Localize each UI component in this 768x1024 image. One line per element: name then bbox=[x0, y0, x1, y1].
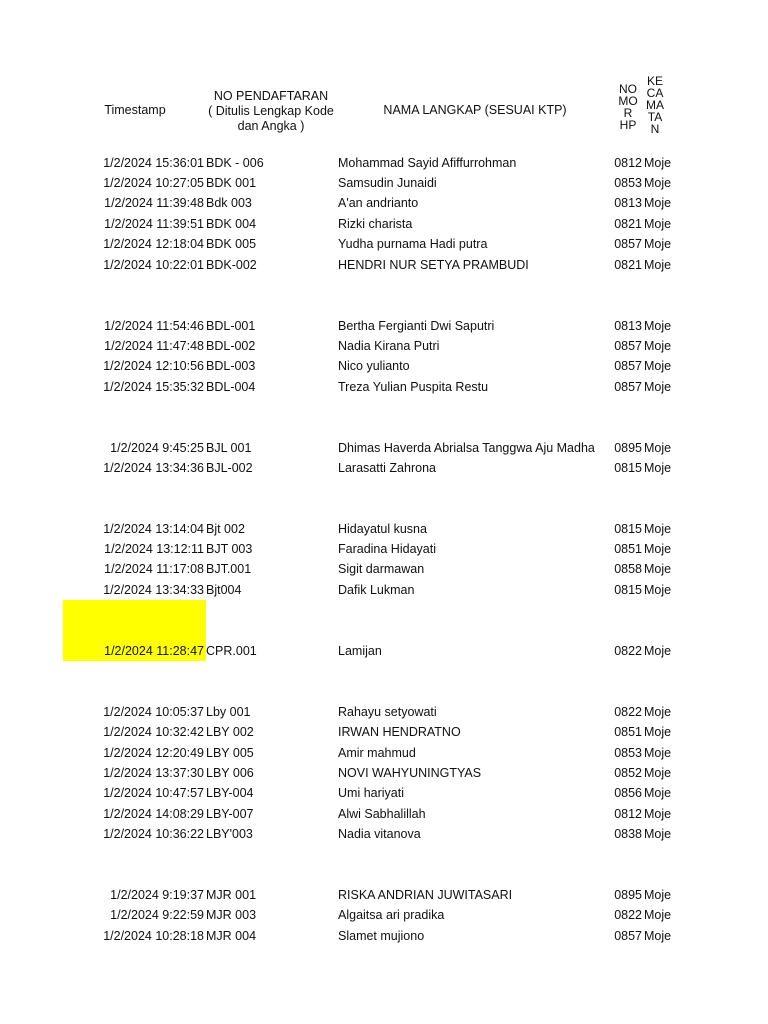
table-row bbox=[0, 153, 768, 173]
timestamp-cell[interactable]: 1/2/2024 11:28:47 bbox=[104, 644, 204, 658]
timestamp-cell[interactable]: 1/2/2024 10:27:05 bbox=[103, 176, 204, 190]
registration-number-cell[interactable]: LBY 002 bbox=[206, 725, 254, 739]
full-name-cell[interactable]: Samsudin Junaidi bbox=[338, 176, 437, 190]
kecamatan-cell[interactable]: Moje bbox=[644, 237, 672, 251]
table-row bbox=[0, 743, 768, 763]
timestamp-cell[interactable]: 1/2/2024 12:18:04 bbox=[103, 237, 204, 251]
kecamatan-cell[interactable]: Moje bbox=[644, 583, 672, 597]
kecamatan-cell[interactable]: Moje bbox=[644, 522, 672, 536]
phone-cell[interactable]: 0815 bbox=[614, 583, 642, 597]
registration-number-cell[interactable]: MJR 001 bbox=[206, 888, 257, 902]
timestamp-cell[interactable]: 1/2/2024 11:39:48 bbox=[104, 196, 204, 210]
table-row bbox=[0, 316, 768, 336]
registration-number-cell[interactable]: CPR.001 bbox=[206, 644, 257, 658]
kecamatan-cell[interactable]: Moje bbox=[644, 888, 672, 902]
registration-number-cell[interactable]: BDK-002 bbox=[206, 258, 257, 272]
table-row bbox=[0, 926, 768, 946]
table-row bbox=[0, 885, 768, 905]
header-nomor-hp: NO MO R HP bbox=[618, 82, 638, 132]
timestamp-cell[interactable]: 1/2/2024 9:19:37 bbox=[110, 888, 204, 902]
kecamatan-cell[interactable]: Moje bbox=[644, 359, 672, 373]
table-row bbox=[0, 438, 768, 458]
full-name-cell[interactable]: Dhimas Haverda Abrialsa Tanggwa Aju Madha bbox=[338, 441, 595, 455]
full-name-cell[interactable]: Slamet mujiono bbox=[338, 929, 425, 943]
table-row bbox=[0, 559, 768, 579]
registration-number-cell[interactable]: BJL 001 bbox=[206, 441, 252, 455]
phone-cell[interactable]: 0822 bbox=[614, 644, 642, 658]
full-name-cell[interactable]: Rahayu setyowati bbox=[338, 705, 437, 719]
kecamatan-cell[interactable]: Moje bbox=[644, 827, 672, 841]
registration-number-cell[interactable]: LBY'003 bbox=[206, 827, 253, 841]
phone-cell[interactable]: 0838 bbox=[614, 827, 642, 841]
kecamatan-cell[interactable]: Moje bbox=[644, 562, 672, 576]
phone-cell[interactable]: 0821 bbox=[614, 258, 642, 272]
timestamp-cell[interactable]: 1/2/2024 11:54:46 bbox=[104, 319, 204, 333]
full-name-cell[interactable]: Umi hariyati bbox=[338, 786, 404, 800]
full-name-cell[interactable]: Nadia Kirana Putri bbox=[338, 339, 440, 353]
table-row bbox=[0, 519, 768, 539]
full-name-cell[interactable]: Mohammad Sayid Afiffurrohman bbox=[338, 156, 517, 170]
kecamatan-cell[interactable]: Moje bbox=[644, 746, 672, 760]
kecamatan-cell[interactable]: Moje bbox=[644, 196, 672, 210]
header-kecamatan: KE CA MA TA N bbox=[646, 74, 664, 136]
kecamatan-cell[interactable]: Moje bbox=[644, 908, 672, 922]
timestamp-cell[interactable]: 1/2/2024 10:05:37 bbox=[103, 705, 204, 719]
header-timestamp: Timestamp bbox=[104, 103, 166, 117]
kecamatan-cell[interactable]: Moje bbox=[644, 441, 672, 455]
table-row bbox=[0, 804, 768, 824]
kecamatan-cell[interactable]: Moje bbox=[644, 176, 672, 190]
kecamatan-cell[interactable]: Moje bbox=[644, 156, 672, 170]
full-name-cell[interactable]: Dafik Lukman bbox=[338, 583, 415, 597]
full-name-cell[interactable]: Faradina Hidayati bbox=[338, 542, 436, 556]
phone-cell[interactable]: 0813 bbox=[614, 319, 642, 333]
registration-number-cell[interactable]: BJL-002 bbox=[206, 461, 253, 475]
table-row bbox=[0, 824, 768, 844]
phone-cell[interactable]: 0853 bbox=[614, 176, 642, 190]
timestamp-cell[interactable]: 1/2/2024 13:34:33 bbox=[103, 583, 204, 597]
full-name-cell[interactable]: Algaitsa ari pradika bbox=[338, 908, 445, 922]
full-name-cell[interactable]: Yudha purnama Hadi putra bbox=[338, 237, 488, 251]
kecamatan-cell[interactable]: Moje bbox=[644, 542, 672, 556]
table-row bbox=[0, 356, 768, 376]
kecamatan-cell[interactable]: Moje bbox=[644, 786, 672, 800]
registration-number-cell[interactable]: Bjt004 bbox=[206, 583, 242, 597]
table-row bbox=[0, 722, 768, 742]
phone-cell[interactable]: 0813 bbox=[614, 196, 642, 210]
phone-cell[interactable]: 0857 bbox=[614, 359, 642, 373]
full-name-cell[interactable]: Hidayatul kusna bbox=[338, 522, 427, 536]
table-row bbox=[0, 193, 768, 213]
phone-cell[interactable]: 0857 bbox=[614, 237, 642, 251]
registration-number-cell[interactable]: BDL-003 bbox=[206, 359, 256, 373]
registration-number-cell[interactable]: BDK 005 bbox=[206, 237, 257, 251]
timestamp-cell[interactable]: 1/2/2024 10:47:57 bbox=[103, 786, 204, 800]
table-row bbox=[0, 539, 768, 559]
timestamp-cell[interactable]: 1/2/2024 11:39:51 bbox=[104, 217, 204, 231]
timestamp-cell[interactable]: 1/2/2024 10:36:22 bbox=[103, 827, 204, 841]
registration-number-cell[interactable]: LBY-004 bbox=[206, 786, 254, 800]
full-name-cell[interactable]: NOVI WAHYUNINGTYAS bbox=[338, 766, 482, 780]
phone-cell[interactable]: 0812 bbox=[614, 807, 642, 821]
phone-cell[interactable]: 0851 bbox=[614, 725, 642, 739]
full-name-cell[interactable]: Amir mahmud bbox=[338, 746, 416, 760]
full-name-cell[interactable]: Larasatti Zahrona bbox=[338, 461, 436, 475]
timestamp-cell[interactable]: 1/2/2024 13:12:11 bbox=[104, 542, 204, 556]
kecamatan-cell[interactable]: Moje bbox=[644, 807, 672, 821]
kecamatan-cell[interactable]: Moje bbox=[644, 461, 672, 475]
table-row bbox=[0, 702, 768, 722]
phone-cell[interactable]: 0851 bbox=[614, 542, 642, 556]
full-name-cell[interactable]: HENDRI NUR SETYA PRAMBUDI bbox=[338, 258, 529, 272]
full-name-cell[interactable]: RISKA ANDRIAN JUWITASARI bbox=[338, 888, 513, 902]
timestamp-cell[interactable]: 1/2/2024 10:28:18 bbox=[103, 929, 204, 943]
timestamp-cell[interactable]: 1/2/2024 11:47:48 bbox=[104, 339, 204, 353]
phone-cell[interactable]: 0858 bbox=[614, 562, 642, 576]
kecamatan-cell[interactable]: Moje bbox=[644, 319, 672, 333]
full-name-cell[interactable]: Nadia vitanova bbox=[338, 827, 421, 841]
header-nama: NAMA LANGKAP (SESUAI KTP) bbox=[383, 103, 567, 117]
kecamatan-cell[interactable]: Moje bbox=[644, 258, 672, 272]
kecamatan-cell[interactable]: Moje bbox=[644, 339, 672, 353]
phone-cell[interactable]: 0812 bbox=[614, 156, 642, 170]
timestamp-cell[interactable]: 1/2/2024 15:36:01 bbox=[103, 156, 204, 170]
phone-cell[interactable]: 0857 bbox=[614, 380, 642, 394]
registration-number-cell[interactable]: Bjt 002 bbox=[206, 522, 245, 536]
registration-number-cell[interactable]: MJR 004 bbox=[206, 929, 257, 943]
full-name-cell[interactable]: Rizki charista bbox=[338, 217, 413, 231]
registration-number-cell[interactable]: BDK 004 bbox=[206, 217, 257, 231]
full-name-cell[interactable]: Sigit darmawan bbox=[338, 562, 425, 576]
timestamp-cell[interactable]: 1/2/2024 9:45:25 bbox=[110, 441, 204, 455]
phone-cell[interactable]: 0857 bbox=[614, 339, 642, 353]
registration-number-cell[interactable]: LBY 006 bbox=[206, 766, 254, 780]
phone-cell[interactable]: 0821 bbox=[614, 217, 642, 231]
kecamatan-cell[interactable]: Moje bbox=[644, 705, 672, 719]
table-row bbox=[0, 580, 768, 600]
phone-cell[interactable]: 0815 bbox=[614, 461, 642, 475]
table-row bbox=[0, 458, 768, 478]
kecamatan-cell[interactable]: Moje bbox=[644, 380, 672, 394]
kecamatan-cell[interactable]: Moje bbox=[644, 725, 672, 739]
registration-number-cell[interactable]: LBY-007 bbox=[206, 807, 254, 821]
registration-number-cell[interactable]: Bdk 003 bbox=[206, 196, 252, 210]
table-row bbox=[0, 255, 768, 275]
header-no-pendaftaran: NO PENDAFTARAN ( Ditulis Lengkap Kode dan Angka ) bbox=[208, 89, 334, 133]
timestamp-cell[interactable]: 1/2/2024 13:37:30 bbox=[103, 766, 204, 780]
registration-number-cell[interactable]: BDK 001 bbox=[206, 176, 257, 190]
registration-number-cell[interactable]: LBY 005 bbox=[206, 746, 254, 760]
timestamp-cell[interactable]: 1/2/2024 9:22:59 bbox=[110, 908, 204, 922]
table-row bbox=[0, 763, 768, 783]
timestamp-cell[interactable]: 1/2/2024 14:08:29 bbox=[103, 807, 204, 821]
table-row bbox=[0, 377, 768, 397]
registration-number-cell[interactable]: BJT 003 bbox=[206, 542, 253, 556]
full-name-cell[interactable]: IRWAN HENDRATNO bbox=[338, 725, 461, 739]
timestamp-cell[interactable]: 1/2/2024 10:22:01 bbox=[103, 258, 204, 272]
phone-cell[interactable]: 0853 bbox=[614, 746, 642, 760]
registration-number-cell[interactable]: BJT.001 bbox=[206, 562, 252, 576]
table-row bbox=[0, 234, 768, 254]
kecamatan-cell[interactable]: Moje bbox=[644, 929, 672, 943]
phone-cell[interactable]: 0815 bbox=[614, 522, 642, 536]
table-row bbox=[0, 336, 768, 356]
table-row bbox=[0, 214, 768, 234]
table-row bbox=[0, 173, 768, 193]
full-name-cell[interactable]: Alwi Sabhalillah bbox=[338, 807, 426, 821]
phone-cell[interactable]: 0895 bbox=[614, 441, 642, 455]
registration-number-cell[interactable]: MJR 003 bbox=[206, 908, 257, 922]
registration-number-cell[interactable]: BDL-002 bbox=[206, 339, 256, 353]
table-row bbox=[0, 641, 768, 661]
full-name-cell[interactable]: Nico yulianto bbox=[338, 359, 410, 373]
phone-cell[interactable]: 0857 bbox=[614, 929, 642, 943]
full-name-cell[interactable]: Treza Yulian Puspita Restu bbox=[338, 380, 489, 394]
registration-number-cell[interactable]: BDL-004 bbox=[206, 380, 256, 394]
full-name-cell[interactable]: Lamijan bbox=[338, 644, 382, 658]
timestamp-cell[interactable]: 1/2/2024 12:10:56 bbox=[103, 359, 204, 373]
phone-cell[interactable]: 0822 bbox=[614, 908, 642, 922]
kecamatan-cell[interactable]: Moje bbox=[644, 766, 672, 780]
table-row bbox=[0, 905, 768, 925]
table-row bbox=[0, 783, 768, 803]
timestamp-cell[interactable]: 1/2/2024 10:32:42 bbox=[103, 725, 204, 739]
phone-cell[interactable]: 0852 bbox=[614, 766, 642, 780]
timestamp-cell[interactable]: 1/2/2024 13:34:36 bbox=[103, 461, 204, 475]
registration-number-cell[interactable]: BDL-001 bbox=[206, 319, 256, 333]
kecamatan-cell[interactable]: Moje bbox=[644, 644, 672, 658]
kecamatan-cell[interactable]: Moje bbox=[644, 217, 672, 231]
timestamp-cell[interactable]: 1/2/2024 13:14:04 bbox=[103, 522, 204, 536]
registration-number-cell[interactable]: Lby 001 bbox=[206, 705, 251, 719]
timestamp-cell[interactable]: 1/2/2024 12:20:49 bbox=[103, 746, 204, 760]
full-name-cell[interactable]: Bertha Fergianti Dwi Saputri bbox=[338, 319, 495, 333]
phone-cell[interactable]: 0822 bbox=[614, 705, 642, 719]
timestamp-cell[interactable]: 1/2/2024 11:17:08 bbox=[104, 562, 204, 576]
phone-cell[interactable]: 0856 bbox=[614, 786, 642, 800]
full-name-cell[interactable]: A'an andrianto bbox=[338, 196, 419, 210]
registration-number-cell[interactable]: BDK - 006 bbox=[206, 156, 264, 170]
timestamp-cell[interactable]: 1/2/2024 15:35:32 bbox=[103, 380, 204, 394]
phone-cell[interactable]: 0895 bbox=[614, 888, 642, 902]
